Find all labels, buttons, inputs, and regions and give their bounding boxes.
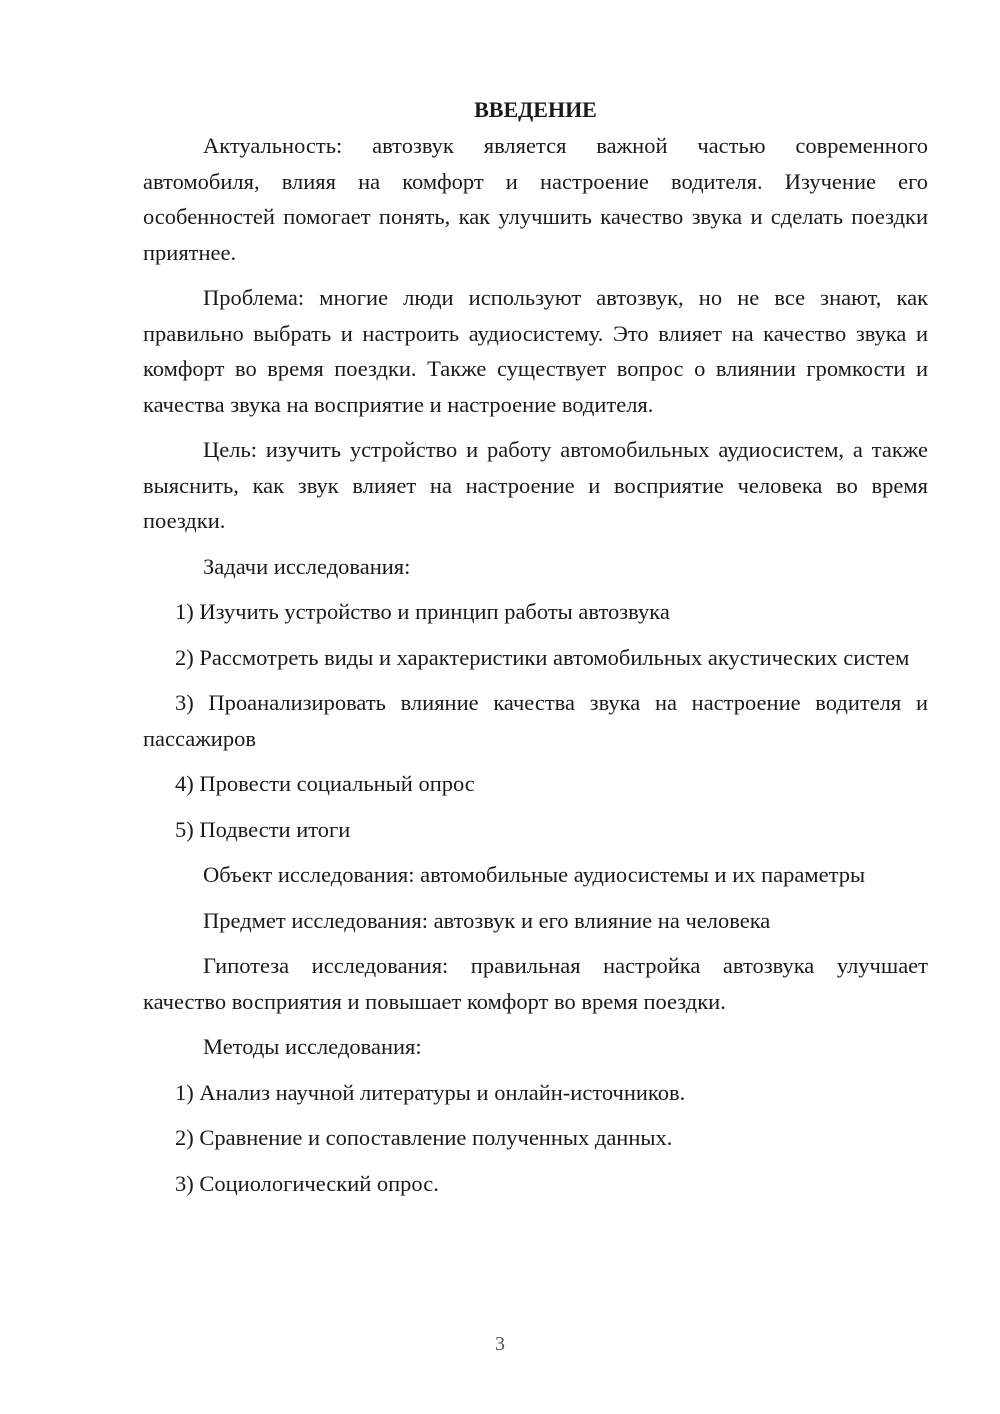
paragraph-tasks-heading: Задачи исследования: (203, 553, 411, 579)
task-item: 4) Провести социальный опрос (175, 771, 475, 796)
paragraph-methods-heading: Методы исследования: (203, 1034, 422, 1059)
document-page (143, 92, 928, 1211)
task-item: 2) Рассмотреть виды и характеристики автомобильных акустических систем (175, 644, 910, 670)
task-item: 3) Проанализировать влияние качества звука на настроение водителя и пассажиров (143, 690, 928, 751)
paragraph-subject: Предмет исследования: автозвук и его влияние на человека (203, 907, 771, 933)
document-title: ВВЕДЕНИЕ (474, 97, 597, 122)
paragraph-object: Объект исследования: автомобильные аудиосистемы и их параметры (203, 862, 866, 887)
paragraph-problem: Проблема: многие люди используют автозвук, но не все знают, как правильно выбрать и настроить аудиосистему. Это влияет на качество звука и комфорт во время поездки. Также существует вопрос о влиянии громкости и качества звука на восприятие и настроение водителя. (143, 285, 928, 417)
page-number: 3 (495, 1333, 505, 1355)
paragraph-relevance: Актуальность: автозвук является важной частью современного автомобиля, влияя на комфорт и настроение водителя. Изучение его особенностей помогает понять, как улучшить качество звука и сделать поездки приятнее. (143, 133, 928, 265)
method-item: 1) Анализ научной литературы и онлайн-источников. (175, 1079, 686, 1105)
task-item: 5) Подвести итоги (175, 816, 351, 842)
paragraph-goal: Цель: изучить устройство и работу автомобильных аудиосистем, а также выяснить, как звук влияет на настроение и восприятие человека во время поездки. (143, 437, 928, 533)
method-item: 3) Социологический опрос. (175, 1170, 439, 1196)
paragraph-hypothesis: Гипотеза исследования: правильная настройка автозвука улучшает качество восприятия и повышает комфорт во время поездки. (143, 953, 928, 1014)
method-item: 2) Сравнение и сопоставление полученных данных. (175, 1125, 673, 1150)
task-item: 1) Изучить устройство и принцип работы автозвука (175, 599, 670, 624)
